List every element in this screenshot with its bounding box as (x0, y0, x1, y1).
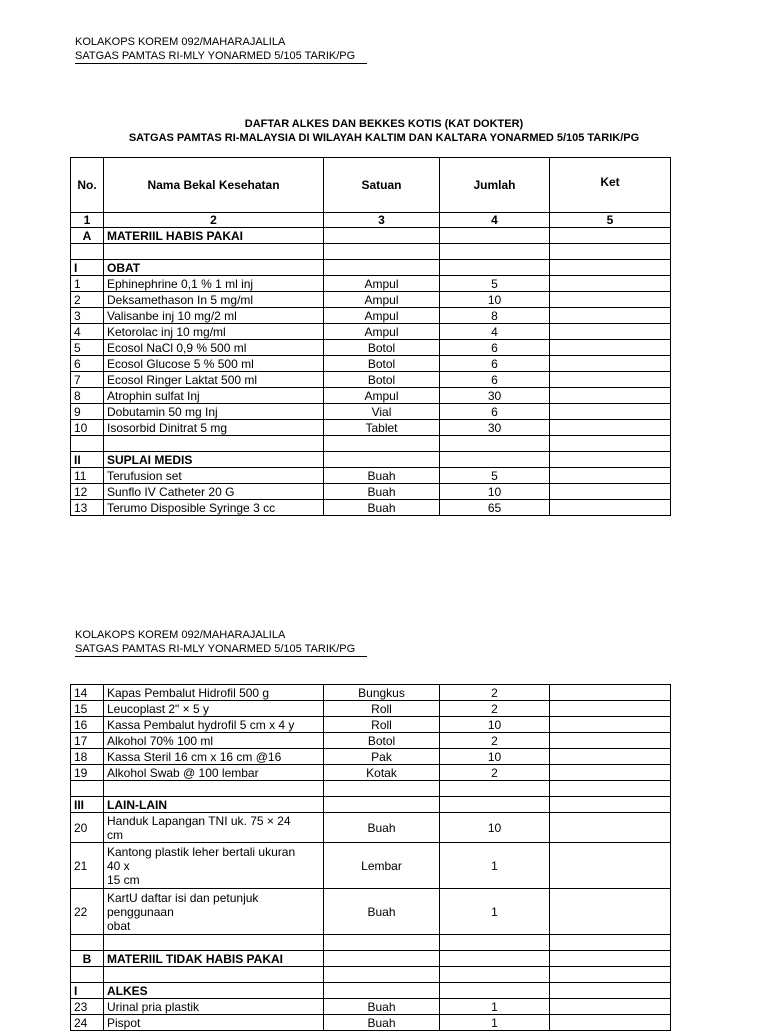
col-number: 2 (104, 213, 324, 228)
blank-row (71, 781, 671, 797)
letterhead-line-1: KOLAKOPS KOREM 092/MAHARAJALILA (75, 629, 286, 641)
section-label: ALKES (104, 983, 324, 999)
table-row (71, 765, 671, 781)
document-title (0, 117, 768, 145)
item-no: 8 (71, 388, 104, 404)
letterhead-line-1: KOLAKOPS KOREM 092/MAHARAJALILA (75, 36, 286, 48)
item-no: 11 (71, 468, 104, 484)
table-row (71, 813, 671, 843)
item-qty: 2 (440, 685, 550, 701)
blank-row (71, 967, 671, 983)
item-no: 24 (71, 1015, 104, 1031)
letterhead-2 (75, 628, 367, 657)
item-unit: Roll (324, 717, 440, 733)
item-no: 21 (71, 843, 104, 889)
table-row (71, 1015, 671, 1031)
table-row (71, 372, 671, 388)
item-note (550, 733, 671, 749)
table-row (71, 388, 671, 404)
item-qty: 1 (440, 1015, 550, 1031)
table-row (71, 685, 671, 701)
table-row (71, 324, 671, 340)
item-qty: 6 (440, 404, 550, 420)
item-unit: Tablet (324, 420, 440, 436)
item-name-line: 40 x (107, 858, 130, 873)
section-label: OBAT (104, 260, 324, 276)
item-qty: 10 (440, 292, 550, 308)
item-qty: 6 (440, 340, 550, 356)
item-name: Sunflo IV Catheter 20 G (104, 484, 324, 500)
section-row (71, 260, 671, 276)
table-row (71, 999, 671, 1015)
letterhead-line-2: SATGAS PAMTAS RI-MLY YONARMED 5/105 TARIK/PG (75, 642, 367, 657)
item-note (550, 685, 671, 701)
section-row (71, 228, 671, 244)
item-name-line: KartU daftar isi dan petunjuk (107, 890, 259, 905)
section-row (71, 452, 671, 468)
item-note (550, 340, 671, 356)
item-note (550, 372, 671, 388)
item-no: 6 (71, 356, 104, 372)
item-unit: Vial (324, 404, 440, 420)
item-name (104, 889, 324, 935)
item-unit: Lembar (324, 843, 440, 889)
item-name: Dobutamin 50 mg Inj (104, 404, 324, 420)
item-no: 13 (71, 500, 104, 516)
letterhead-1 (75, 35, 367, 64)
col-number: 5 (550, 213, 671, 228)
table-row (71, 889, 671, 935)
table-header-row (71, 158, 671, 213)
table-row (71, 717, 671, 733)
section-label: SUPLAI MEDIS (104, 452, 324, 468)
item-note (550, 701, 671, 717)
blank-row (71, 436, 671, 452)
item-note (550, 292, 671, 308)
table-row (71, 468, 671, 484)
item-unit: Botol (324, 733, 440, 749)
item-unit: Buah (324, 1015, 440, 1031)
item-no: 14 (71, 685, 104, 701)
item-unit: Pak (324, 749, 440, 765)
item-no: 19 (71, 765, 104, 781)
item-unit: Buah (324, 484, 440, 500)
item-name (104, 813, 324, 843)
section-code: B (71, 951, 104, 967)
suplai-rows (71, 468, 671, 516)
item-name-line: cm (107, 827, 123, 842)
item-name: Isosorbid Dinitrat 5 mg (104, 420, 324, 436)
item-no: 9 (71, 404, 104, 420)
table-row (71, 340, 671, 356)
section-row (71, 951, 671, 967)
item-unit: Botol (324, 356, 440, 372)
item-unit: Botol (324, 340, 440, 356)
col-header-name: Nama Bekal Kesehatan (104, 158, 324, 213)
item-qty: 30 (440, 420, 550, 436)
item-unit: Roll (324, 701, 440, 717)
section-code: II (71, 452, 104, 468)
item-unit: Kotak (324, 765, 440, 781)
item-qty: 10 (440, 749, 550, 765)
item-no: 10 (71, 420, 104, 436)
col-header-unit: Satuan (324, 158, 440, 213)
col-number: 1 (71, 213, 104, 228)
item-name: Alkohol 70% 100 ml (104, 733, 324, 749)
item-qty: 30 (440, 388, 550, 404)
item-no: 5 (71, 340, 104, 356)
item-note (550, 484, 671, 500)
item-name: Ecosol Ringer Laktat 500 ml (104, 372, 324, 388)
section-code: A (71, 228, 104, 244)
item-note (550, 717, 671, 733)
item-qty: 2 (440, 701, 550, 717)
item-no: 20 (71, 813, 104, 843)
item-unit: Ampul (324, 276, 440, 292)
item-note (550, 765, 671, 781)
item-unit: Buah (324, 468, 440, 484)
item-name: Urinal pria plastik (104, 999, 324, 1015)
item-qty: 1 (440, 889, 550, 935)
item-name: Alkohol Swab @ 100 lembar (104, 765, 324, 781)
item-note (550, 1015, 671, 1031)
item-unit: Ampul (324, 324, 440, 340)
table-row (71, 420, 671, 436)
item-name: Ecosol NaCl 0,9 % 500 ml (104, 340, 324, 356)
obat-rows (71, 276, 671, 436)
item-note (550, 356, 671, 372)
col-header-no: No. (71, 158, 104, 213)
item-qty: 2 (440, 765, 550, 781)
section-label: MATERIIL TIDAK HABIS PAKAI (104, 951, 324, 967)
item-note (550, 308, 671, 324)
item-qty: 6 (440, 356, 550, 372)
item-name-line: Handuk Lapangan TNI uk. 75 × 24 (107, 813, 291, 828)
item-name: Kassa Pembalut hydrofil 5 cm x 4 y (104, 717, 324, 733)
item-note (550, 500, 671, 516)
blank-row (71, 935, 671, 951)
section-label: LAIN-LAIN (104, 797, 324, 813)
item-no: 18 (71, 749, 104, 765)
item-name: Leucoplast 2" × 5 y (104, 701, 324, 717)
item-note (550, 324, 671, 340)
item-no: 2 (71, 292, 104, 308)
item-unit: Botol (324, 372, 440, 388)
item-name-line: 15 cm (107, 872, 140, 887)
item-name-line: obat (107, 918, 131, 933)
section-label: MATERIIL HABIS PAKAI (104, 228, 324, 244)
item-name-line: Kantong plastik leher bertali ukuran (107, 844, 296, 859)
item-name: Valisanbe inj 10 mg/2 ml (104, 308, 324, 324)
item-no: 7 (71, 372, 104, 388)
item-name: Terumo Disposible Syringe 3 cc (104, 500, 324, 516)
item-name: Terufusion set (104, 468, 324, 484)
item-qty: 1 (440, 999, 550, 1015)
table-row (71, 308, 671, 324)
item-name: Pispot (104, 1015, 324, 1031)
item-qty: 5 (440, 276, 550, 292)
item-note (550, 468, 671, 484)
item-name: Kassa Steril 16 cm x 16 cm @16 (104, 749, 324, 765)
item-no: 23 (71, 999, 104, 1015)
item-qty: 5 (440, 468, 550, 484)
item-qty: 10 (440, 717, 550, 733)
item-note (550, 999, 671, 1015)
item-qty: 1 (440, 843, 550, 889)
section-row (71, 797, 671, 813)
table-row (71, 843, 671, 889)
table-row (71, 749, 671, 765)
item-no: 4 (71, 324, 104, 340)
item-unit: Buah (324, 813, 440, 843)
item-name: Kapas Pembalut Hidrofil 500 g (104, 685, 324, 701)
item-qty: 8 (440, 308, 550, 324)
item-no: 16 (71, 717, 104, 733)
section-row (71, 983, 671, 999)
item-no: 3 (71, 308, 104, 324)
column-number-row (71, 213, 671, 228)
item-unit: Ampul (324, 292, 440, 308)
item-note (550, 420, 671, 436)
item-unit: Buah (324, 999, 440, 1015)
item-no: 22 (71, 889, 104, 935)
table-row (71, 292, 671, 308)
supply-table-1 (70, 157, 671, 516)
col-header-note: Ket (550, 158, 671, 213)
item-unit: Bungkus (324, 685, 440, 701)
section-code: III (71, 797, 104, 813)
item-note (550, 749, 671, 765)
item-name-line: penggunaan (107, 904, 174, 919)
item-note (550, 404, 671, 420)
title-line-2: SATGAS PAMTAS RI-MALAYSIA DI WILAYAH KALTIM DAN KALTARA YONARMED 5/105 TARIK/PG (128, 132, 640, 144)
supply-table-2 (70, 684, 671, 1031)
item-name: Atrophin sulfat Inj (104, 388, 324, 404)
table-row (71, 733, 671, 749)
table-row (71, 701, 671, 717)
item-unit: Buah (324, 500, 440, 516)
col-header-qty: Jumlah (440, 158, 550, 213)
letterhead-line-2: SATGAS PAMTAS RI-MLY YONARMED 5/105 TARIK/PG (75, 49, 367, 64)
table-row (71, 404, 671, 420)
item-no: 15 (71, 701, 104, 717)
section-code: I (71, 983, 104, 999)
item-name: Ecosol Glucose 5 % 500 ml (104, 356, 324, 372)
table-row (71, 276, 671, 292)
item-name: Ephinephrine 0,1 % 1 ml inj (104, 276, 324, 292)
table-row (71, 500, 671, 516)
item-name: Ketorolac inj 10 mg/ml (104, 324, 324, 340)
suplai-rows-cont (71, 685, 671, 781)
item-note (550, 276, 671, 292)
item-no: 1 (71, 276, 104, 292)
item-no: 17 (71, 733, 104, 749)
item-unit: Buah (324, 889, 440, 935)
item-name: Deksamethason In 5 mg/ml (104, 292, 324, 308)
table-row (71, 356, 671, 372)
item-unit: Ampul (324, 308, 440, 324)
item-qty: 4 (440, 324, 550, 340)
item-unit: Ampul (324, 388, 440, 404)
alkes-rows (71, 999, 671, 1031)
title-line-1: DAFTAR ALKES DAN BEKKES KOTIS (KAT DOKTER) (244, 118, 524, 130)
item-qty: 2 (440, 733, 550, 749)
col-number: 4 (440, 213, 550, 228)
col-number: 3 (324, 213, 440, 228)
section-code: I (71, 260, 104, 276)
item-no: 12 (71, 484, 104, 500)
item-qty: 6 (440, 372, 550, 388)
item-qty: 10 (440, 813, 550, 843)
table-row (71, 484, 671, 500)
item-qty: 10 (440, 484, 550, 500)
item-qty: 65 (440, 500, 550, 516)
item-note (550, 388, 671, 404)
item-name (104, 843, 324, 889)
blank-row (71, 244, 671, 260)
